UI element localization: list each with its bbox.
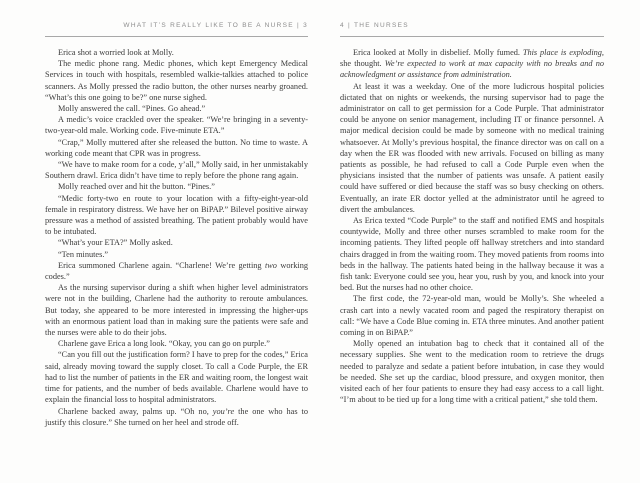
paragraph: A medic’s voice crackled over the speaker. “We’re bringing in a seventy-two-year-old male. Working code. Five-minute ETA.”: [45, 115, 308, 136]
paragraph: The medic phone rang. Medic phones, which kept Emergency Medical Services in touch with hospitals, resembled walkie-talkies attached to police scanners. As Molly pressed the radio button, the other nurses nearby groaned. “What’s this one going to be?” one nurse sighed.: [45, 59, 308, 102]
right-page-body: [340, 47, 604, 406]
paragraph: Charlene backed away, palms up. “Oh no, you’re the one who has to justify this closure.” She turned on her heel and strode off.: [45, 406, 308, 427]
paragraph: Charlene gave Erica a long look. “Okay, you can go on purple.”: [58, 339, 270, 349]
running-head-left: WHAT IT’S REALLY LIKE TO BE A NURSE | 3: [123, 22, 308, 29]
paragraph: Molly reached over and hit the button. “Pines.”: [58, 182, 215, 192]
paragraph: As the nursing supervisor during a shift when higher level administrators were not in the building, Charlene had the authority to reroute ambulances. But today, she appeared to be more interested in impressing the higher-ups with an enormous patient load than in making sure the patients were safe and the nurses were able to do their jobs.: [45, 283, 308, 338]
paragraph: “Can you fill out the justification form? I have to prep for the codes,” Erica said, already moving toward the supply closet. To call a Code Purple, the ER had to list the number of patients in the ER and waiting room, the longest wait time for patients, and the number of beds available. Charlene would have to explain the financial loss to hospital administrators.: [45, 350, 308, 405]
right-page: [320, 0, 640, 483]
paragraph: Molly opened an intubation bag to check that it contained all of the necessary supplies. She went to the medication room to retrieve the drugs needed to paralyze and sedate a patient before intubation, in case they would be needed. She set up the cardiac, blood pressure, and oxygen monitor, then visited each of her four patients to ensure they had easy access to a call light. “I’m about to be tied up for a long time with a critical patient,” she told them.: [340, 339, 604, 405]
paragraph: Erica shot a worried look at Molly.: [58, 48, 174, 57]
paragraph: “Medic forty-two en route to your location with a fifty-eight-year-old female in respiratory distress. We have her on BiPAP.” Bilevel positive airway pressure was a method of assisted breathing. The patient probably would have to be intubated.: [45, 193, 308, 237]
paragraph: “What’s your ETA?” Molly asked.: [58, 238, 173, 248]
header-rule-right: [340, 36, 604, 37]
paragraph: “Ten minutes.”: [58, 249, 109, 259]
paragraph: Erica summoned Charlene again. “Charlene! We’re getting two working codes.”: [45, 260, 308, 282]
left-page-body: [45, 47, 308, 428]
running-head-right: 4 | THE NURSES: [340, 22, 409, 29]
paragraph: “Crap,” Molly muttered after she released the button. No time to waste. A working code meant that CPR was in progress.: [45, 137, 308, 158]
paragraph: Erica looked at Molly in disbelief. Molly fumed. This place is exploding, she thought. We’re expected to work at max capacity with no breaks and no acknowledgment or assistance from administration.: [340, 48, 605, 80]
paragraph: Molly answered the call. “Pines. Go ahead.”: [58, 104, 206, 114]
paragraph: At least it was a weekday. One of the more ludicrous hospital policies dictated that on nights or weekends, the nursing supervisor had to page the administrator on call to get permission for a Code Purple. That administrator could be anyone on senior management, including IT or finance personnel. A major medical decision could be made by someone with no medical training whatsoever. At Molly’s previous hospital, the finance director was on call on a day when the ER was flooded with new arrivals. Focused on billing as many patients as possible, he had refused to call a Code Purple even when the physicians insisted that the number of patients was unsafe. A patient easily could have suffered or died because the staff was so busy checking on others. Eventually, an irate ER doctor yelled at the administrator until he agreed to divert the ambulances.: [340, 81, 604, 214]
header-rule-left: [45, 36, 308, 37]
paragraph: As Erica texted “Code Purple” to the staff and notified EMS and hospitals countywide, Molly and three other nurses scrambled to make room for the incoming patients. They lifted people off hallway stretchers and into standard chairs dragged in from the waiting room. They moved patients from rooms into beds in the hallway. The patients hated being in the hallway because it was a fish tank: Everyone could see you, hear you, rush by you, and knock into your bed. But the nurses had no other choice.: [340, 216, 604, 293]
paragraph: The first code, the 72-year-old man, would be Molly’s. She wheeled a crash cart into a newly vacated room and paged the respiratory therapist on call: “We have a Code Blue coming in. ETA three minutes. And another patient coming in on BiPAP.”: [340, 294, 604, 338]
paragraph: “We have to make room for a code, y’all,” Molly said, in her unmistakably Southern drawl. Erica didn’t have time to reply before the phone rang again.: [45, 160, 308, 181]
